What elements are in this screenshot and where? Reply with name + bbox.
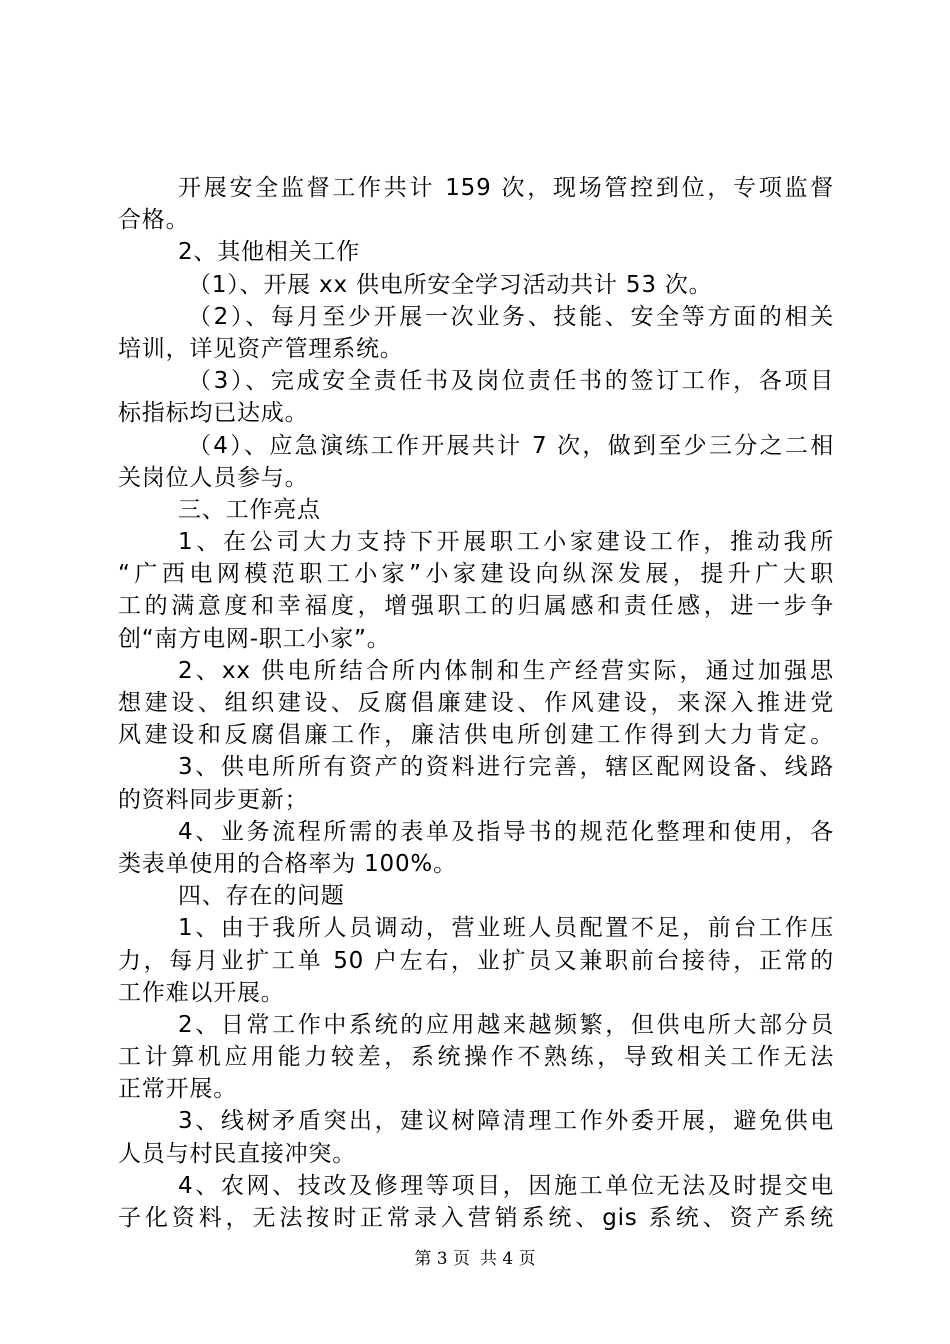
text-line: 2、其他相关工作 <box>178 239 361 266</box>
text-line: 人员与村民直接冲突。 <box>118 1140 356 1167</box>
text-line: 三、工作亮点 <box>178 496 321 523</box>
text-line: （3）、完成安全责任书及岗位责任书的签订工作，各项目 <box>188 368 834 395</box>
text-line: 创“南方电网-职工小家”。 <box>118 625 391 652</box>
text-line: 子化资料，无法按时正常录入营销系统、gis 系统、资产系统 <box>118 1205 834 1231</box>
text-line: 的资料同步更新； <box>118 786 309 813</box>
text-line: 关岗位人员参与。 <box>118 464 309 491</box>
text-line: 工的满意度和幸福度，增强职工的归属感和责任感，进一步争 <box>118 593 834 620</box>
page-number: 第 3 页 <box>414 1249 470 1269</box>
text-line: 正常开展。 <box>118 1076 237 1103</box>
text-line: 1、在公司大力支持下开展职工小家建设工作，推动我所 <box>178 529 834 556</box>
text-line: （4）、应急演练工作开展共计 7 次，做到至少三分之二相 <box>188 432 834 459</box>
text-line: 3、供电所所有资产的资料进行完善，辖区配网设备、线路 <box>178 754 834 781</box>
page-footer <box>0 1244 950 1269</box>
text-line: 1、由于我所人员调动，营业班人员配置不足，前台工作压 <box>178 915 834 942</box>
text-line: 3、线树矛盾突出，建议树障清理工作外委开展，避免供电 <box>178 1108 834 1135</box>
text-line: 2、xx 供电所结合所内体制和生产经营实际，通过加强思 <box>178 657 834 684</box>
text-line: 4、农网、技改及修理等项目，因施工单位无法及时提交电 <box>178 1172 834 1199</box>
text-line: 2、日常工作中系统的应用越来越频繁，但供电所大部分员 <box>178 1011 834 1038</box>
text-line: （1）、开展 xx 供电所安全学习活动共计 53 次。 <box>188 271 713 298</box>
text-line: 力，每月业扩工单 50 户左右，业扩员又兼职前台接待，正常的 <box>118 947 834 974</box>
text-line: 工作难以开展。 <box>118 979 285 1006</box>
text-line: 4、业务流程所需的表单及指导书的规范化整理和使用，各 <box>178 818 834 845</box>
page-total: 共 4 页 <box>480 1249 536 1269</box>
text-line: 四、存在的问题 <box>178 883 345 910</box>
text-line: 标指标均已达成。 <box>118 400 309 427</box>
text-line: （2）、每月至少开展一次业务、技能、安全等方面的相关 <box>188 303 834 330</box>
text-line: 开展安全监督工作共计 159 次，现场管控到位，专项监督 <box>178 175 834 201</box>
document-body <box>118 172 834 1234</box>
text-line: “广西电网模范职工小家”小家建设向纵深发展，提升广大职 <box>118 561 834 588</box>
text-line: 风建设和反腐倡廉工作，廉洁供电所创建工作得到大力肯定。 <box>118 722 834 749</box>
text-line: 类表单使用的合格率为 100%。 <box>118 850 457 877</box>
text-line: 想建设、组织建设、反腐倡廉建设、作风建设，来深入推进党 <box>118 690 834 716</box>
text-line: 工计算机应用能力较差，系统操作不熟练，导致相关工作无法 <box>118 1044 834 1071</box>
text-line: 培训，详见资产管理系统。 <box>118 335 404 362</box>
text-line: 合格。 <box>118 207 190 234</box>
